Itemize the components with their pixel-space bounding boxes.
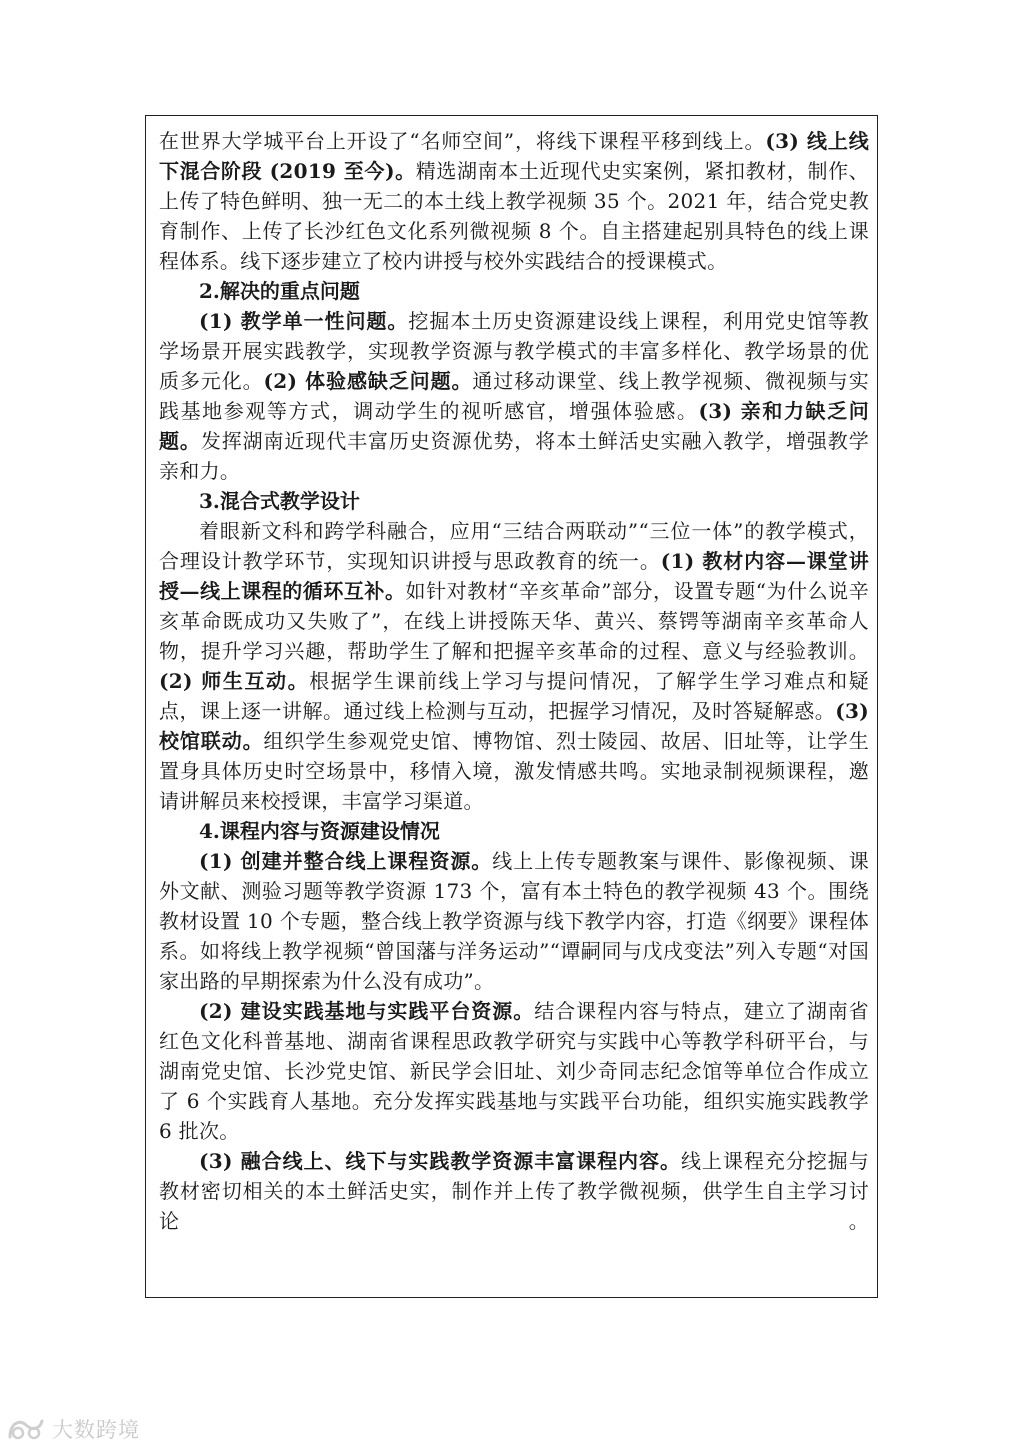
paragraph bbox=[159, 516, 869, 816]
bold-phrase: (3) 融合线上、线下与实践教学资源丰富课程内容。 bbox=[199, 1149, 681, 1173]
text-run: 根据学生课前线上学习与提问情况，了解学生学习难点和疑点，课上逐一讲解。通过线上检测与互动，把握学习情况，及时答疑解惑。 bbox=[159, 669, 869, 723]
paragraph bbox=[159, 126, 869, 276]
text-run: 着眼新文科和跨学科融合，应用“三结合两联动”“三位一体”的教学模式，合理设计教学环节，实现知识讲授与思政教育的统一。 bbox=[159, 519, 869, 573]
paragraph bbox=[159, 1146, 869, 1236]
section-heading: 4.课程内容与资源建设情况 bbox=[199, 819, 440, 843]
text-run: 通过移动课堂、线上教学视频、微视频与实践基地参观等方式，调动学生的视听感官，增强体验感。 bbox=[159, 369, 869, 423]
bold-phrase: (1) 教学单一性问题。 bbox=[199, 309, 409, 333]
text-run: 组织学生参观党史馆、博物馆、烈士陵园、故居、旧址等，让学生置身具体历史时空场景中，移情入境，激发情感共鸣。实地录制视频课程，邀请讲解员来校授课，丰富学习渠道。 bbox=[159, 729, 869, 813]
text-run: 线上上传专题教案与课件、影像视频、课外文献、测验习题等教学资源 173 个，富有本土特色的教学视频 43 个。围绕教材设置 10 个专题，整合线上教学资源与线下教学内容，打造《纲要》课程体系。如将线上教学视频“曾国藩与洋务运动”“谭嗣同与戊戌变法”列入专题“对国家出路的早期探索为什么没有成功”。 bbox=[159, 849, 869, 993]
text-run: 如针对教材“辛亥革命”部分，设置专题“为什么说辛亥革命既成功又失败了”，在线上讲授陈天华、黄兴、蔡锷等湖南辛亥革命人物，提升学习兴趣，帮助学生了解和把握辛亥革命的过程、意义与经验教训。 bbox=[159, 579, 870, 663]
text-run: 结合课程内容与特点，建立了湖南省红色文化科普基地、湖南省课程思政教学研究与实践中心等教学科研平台，与湖南党史馆、长沙党史馆、新民学会旧址、刘少奇同志纪念馆等单位合作成立了 6 个实践育人基地。充分发挥实践基地与实践平台功能，组织实施实践教学 6 批次。 bbox=[159, 999, 869, 1143]
document-body bbox=[159, 126, 869, 1236]
paragraph bbox=[159, 996, 869, 1146]
text-run: 线上课程充分挖掘与教材密切相关的本土鲜活史实，制作并上传了教学微视频，供学生自主学习讨论。 bbox=[159, 1149, 869, 1233]
text-run: 挖掘本土历史资源建设线上课程，利用党史馆等教学场景开展实践教学，实现教学资源与教学模式的丰富多样化、教学场景的优质多元化。 bbox=[159, 309, 869, 393]
bold-phrase: (3) 校馆联动。 bbox=[159, 699, 869, 753]
section-heading: 2.解决的重点问题 bbox=[199, 279, 360, 303]
paragraph bbox=[159, 306, 869, 486]
bold-phrase: (3) 亲和力缺乏问题。 bbox=[159, 399, 870, 453]
bold-phrase: (2) 师生互动。 bbox=[159, 669, 310, 693]
text-run: 在世界大学城平台上开设了“名师空间”，将线下课程平移到线上。 bbox=[159, 129, 766, 153]
bold-phrase: (1) 创建并整合线上课程资源。 bbox=[199, 849, 493, 873]
bold-phrase: (2) 体验感缺乏问题。 bbox=[263, 369, 473, 393]
text-run: 精选湖南本土近现代史实案例，紧扣教材，制作、上传了特色鲜明、独一无二的本土线上教学视频 35 个。2021 年，结合党史教育制作、上传了长沙红色文化系列微视频 8 个。自主搭建起别具特色的线上课程体系。线下逐步建立了校内讲授与校外实践结合的授课模式。 bbox=[159, 159, 869, 273]
bold-phrase: (2) 建设实践基地与实践平台资源。 bbox=[199, 999, 535, 1023]
logo-icon bbox=[6, 1415, 46, 1443]
section-heading: 3.混合式教学设计 bbox=[199, 489, 360, 513]
paragraph bbox=[159, 846, 869, 996]
bold-phrase: (3) 线上线下混合阶段 (2019 至今)。 bbox=[159, 129, 870, 183]
watermark bbox=[6, 1414, 140, 1444]
text-run: 发挥湖南近现代丰富历史资源优势，将本土鲜活史实融入教学，增强教学亲和力。 bbox=[159, 429, 869, 483]
bold-phrase: (1) 教材内容—课堂讲授—线上课程的循环互补。 bbox=[159, 549, 870, 603]
watermark-text: 大数跨境 bbox=[52, 1418, 140, 1442]
